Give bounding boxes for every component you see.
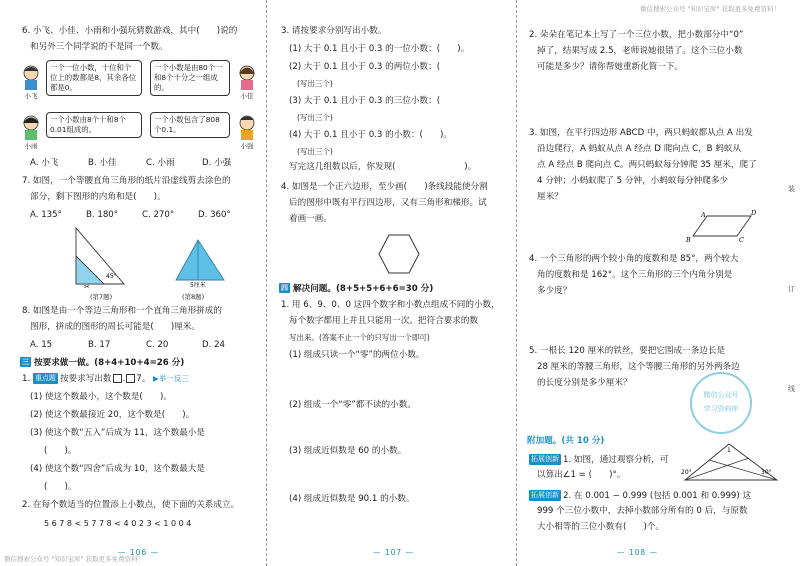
q8-side-label: 5厘米 (190, 282, 206, 288)
q7-option-a: A. 135° (30, 210, 62, 220)
avatar-xiaoyu (20, 114, 42, 150)
angle-label-20: 20° (681, 469, 692, 476)
q6-option-c: C. 小雨 (146, 158, 175, 168)
q1-extra-link[interactable]: ▶举一反三 (153, 374, 189, 383)
q8-option-d: D. 24 (202, 340, 226, 350)
p1-line3: 写出来。(答案不止一个的只写出一个即可) (289, 333, 430, 342)
vertex-c: C (739, 236, 744, 244)
avatar-xiaoqiang (236, 114, 258, 150)
bonus-q2-line3: 大小相等的三位小数有( )个。 (537, 522, 665, 532)
q1-sub3b: ( )。 (44, 446, 77, 456)
p4-line1: 4. 一个三角形的两个较小角的度数和是 85°，两个较大 (529, 254, 739, 264)
p1-line2: 每个数字都用上并且只能用一次。把符合要求的数 (289, 316, 479, 326)
p1-sub2: (2) 组成一个“零”都不读的小数。 (289, 400, 416, 410)
section4-heading (279, 282, 433, 294)
page-number-106: — 106 — (118, 548, 160, 557)
q6-line2: 和另外三个同学说的不是同一个数。 (30, 42, 168, 52)
bonus-q2-tag: 拓展创新 (531, 491, 559, 499)
page-number-107: — 107 — (373, 548, 415, 557)
section4-badge: 四 (281, 284, 288, 292)
bonus-q1-line2: 以算出∠1 = ( )°。 (537, 470, 626, 480)
bubble-xiaoqiang: 一个小数包含了808个0.1。 (150, 112, 230, 138)
q8-option-c: C. 20 (146, 340, 169, 350)
q7-figure (70, 226, 130, 290)
bonus-q2-line1 (529, 490, 751, 502)
bonus-q2-line2: 999 个三位小数中，去掉小数部分所有的 0 后，与原数 (537, 506, 748, 516)
vertex-a: A (701, 211, 706, 219)
section4-title: 解决问题。(8+5+5+6+6=30 分) (293, 284, 434, 294)
q8-figure (168, 236, 232, 288)
q1-digit-box-1 (113, 374, 122, 383)
q1-sub4a: (4) 使这个数“四舍”后成为 10，这个数最大是 (30, 464, 205, 474)
q6-option-d: D. 小强 (202, 158, 232, 168)
q7-option-b: B. 180° (86, 210, 119, 220)
binding-mark-2: 订 (788, 285, 795, 293)
section3-heading (20, 356, 184, 368)
svg-text:✂: ✂ (84, 283, 90, 290)
bubble-xiaojia: 一个小数是由80个一和8个十分之一组成的。 (150, 60, 230, 96)
q3-found: 写完这几组数以后，你发现( )。 (289, 162, 477, 172)
binding-mark-3: 线 (788, 385, 795, 393)
q1-tag: 重点题 (34, 374, 56, 382)
vertex-d: D (751, 209, 757, 217)
bubble-xiaofei: 一个一位小数，十位和个位上的数都是8，其余各位都是0。 (46, 60, 142, 96)
p1-sub1: (1) 组成只读一个“零”的两位小数。 (289, 350, 425, 360)
q8-line1: 8. 如图是由一个等边三角形和一个直角三角形拼成的 (22, 306, 222, 316)
q7-angle-label: 45° (106, 273, 117, 280)
q1-line: 1. 重点题 按要求写出数 . 7。 ▶举一反三 (22, 374, 189, 384)
p3-line1: 3. 如图，在平行四边形 ABCD 中，两只蚂蚁都从点 A 出发 (529, 128, 753, 138)
q6-option-a: A. 小飞 (30, 158, 59, 168)
q1-text-mid: . (122, 374, 126, 384)
section3-badge: 三 (22, 358, 29, 366)
p1-line1: 1. 用 6、9、0、0 这四个数字和小数点组成不同的小数， (281, 300, 500, 310)
q8-line2: 图形，拼成的图形的周长可能是( )厘米。 (30, 322, 200, 332)
q4-line3: 着画一画。 (289, 214, 332, 224)
bonus-q1-tag: 拓展创新 (531, 455, 559, 463)
q7-line1: 7. 如图，一个等腰直角三角形的纸片沿虚线剪去涂色的 (22, 176, 231, 186)
p5-line1: 5. 一根长 120 厘米的铁丝，要把它围成一条边长是 (529, 346, 726, 356)
caption-q7: (第7题) (90, 293, 113, 301)
q7-line2: 部分，剩下图形的内角和是( )。 (30, 192, 166, 202)
q3-sub2-note: (写出三个) (297, 79, 333, 88)
watermark-top-right: 微信搜索公众号 "知识宝库" 获取更多免费资料！ (640, 5, 781, 13)
q1-sub4b: ( )。 (44, 482, 77, 492)
q1-sub2: (2) 使这个数最接近 20，这个数是( )。 (30, 410, 195, 420)
p4-line3: 多少度？ (537, 286, 572, 296)
hexagon-figure[interactable] (377, 232, 421, 276)
p2-line1: 2. 朵朵在笔记本上写了一个三位小数，把小数部分中“0” (529, 30, 744, 40)
q3-sub3: (3) 大于 0.1 且小于 0.3 的三位小数：( (289, 96, 441, 106)
caption-q8: (第8题) (182, 293, 205, 301)
p5-line3: 的长度分别是多少厘米？ (537, 378, 632, 388)
p2-line2: 掉了，结果写成 2.5，老师说她很错了。这个三位小数 (537, 46, 743, 56)
bonus-q2-text-a: 2. 在 0.001 − 0.999 (包括 0.001 和 0.999) 这 (563, 491, 752, 501)
p3-line2: 沿边爬行，A 蚂蚁从点 A 经点 D 爬向点 C，B 蚂蚁从 (537, 144, 742, 154)
stamp-seal (690, 372, 752, 434)
bonus-title: 附加题。(共 10 分) (527, 436, 605, 446)
q1-digit-box-2 (126, 374, 135, 383)
section3-title: 按要求做一做。(8+4+10+4=26 分) (34, 358, 185, 368)
q6-option-b: B. 小佳 (88, 158, 117, 168)
p2-line3: 可能是多少？请你帮她重新化简一下。 (537, 62, 684, 72)
q3-sub4-note: (写出三个) (297, 147, 333, 156)
stamp-line2: 学习资料库 (703, 405, 739, 413)
page-middle (266, 0, 516, 566)
q2-line1: 2. 在每个数适当的位置添上小数点，使下面的关系成立。 (22, 500, 240, 510)
p1-sub3: (3) 组成近似数是 60 的小数。 (289, 446, 407, 456)
p1-sub4: (4) 组成近似数是 90.1 的小数。 (289, 494, 415, 504)
vertex-b: B (686, 236, 691, 244)
q8-option-b: B. 17 (88, 340, 111, 350)
parallelogram-figure (685, 208, 757, 244)
q7-option-d: D. 360° (198, 210, 231, 220)
p3-line3: 点 A 经点 B 爬向点 C。两只蚂蚁每分钟爬 35 厘米，爬了 (537, 160, 757, 170)
stamp-line1: 微信公众号 (703, 391, 739, 399)
q4-line2: 后的图形中既有平行四边形，又有三角形和梯形。试 (289, 198, 487, 208)
page-left (0, 0, 266, 566)
q3-title: 3. 请按要求分别写出小数。 (281, 26, 387, 36)
p3-line5: 厘米？ (537, 192, 563, 202)
name-xiaoqiang: 小强 (240, 142, 254, 150)
q1-text-after: 7。 (136, 374, 151, 384)
q3-sub2: (2) 大于 0.1 且小于 0.3 的两位小数：( (289, 62, 441, 72)
name-xiaoyu: 小雨 (24, 142, 38, 150)
q4-line1: 4. 如图是一个正六边形，至少画( )条线段能使分割 (281, 182, 488, 192)
avatar-xiaojia (236, 64, 258, 100)
p4-line2: 角的度数和是 162°。这个三角形的三个内角分别是 (537, 270, 733, 280)
q3-sub3-note: (写出三个) (297, 113, 333, 122)
watermark-bottom-left: 微信搜索公众号 "知识宝库" 获取更多免费资料！ (4, 555, 145, 563)
page-right (516, 0, 800, 566)
p5-line2: 28 厘米的等腰三角形，这个等腰三角形的另外两条边 (537, 362, 740, 372)
bonus-q1-line1 (529, 454, 668, 466)
q1-text-before: 按要求写出数 (59, 374, 112, 384)
q1-sub1: (1) 使这个数最小，这个数是( )。 (30, 392, 172, 402)
binding-mark-1: 装 (788, 185, 795, 193)
name-xiaojia: 小佳 (240, 92, 254, 100)
q7-option-c: C. 270° (142, 210, 175, 220)
avatar-xiaofei (20, 64, 42, 100)
q1-sub3a: (3) 使这个数“五入”后成为 11，这个数最小是 (30, 428, 205, 438)
page-number-108: — 108 — (617, 548, 659, 557)
q3-sub4: (4) 大于 0.1 且小于 0.3 的小数：( )。 (289, 130, 452, 140)
q6-line1: 6. 小飞、小佳、小雨和小强玩猜数游戏，其中( )说的 (22, 26, 238, 36)
q2-line2: 5 6 7 8 < 5 7 7 8 < 4 0 2 3 < 1 0 0 4 (44, 519, 192, 528)
name-xiaofei: 小飞 (24, 92, 38, 100)
q8-option-a: A. 15 (30, 340, 53, 350)
angle-label-1: 1 (727, 447, 731, 454)
p3-line4: 4 分钟；小蚂蚁爬了 5 分钟，小蚂蚁每分钟爬多少 (537, 176, 729, 186)
bonus-q1-text-a: 1. 如图，通过观察分析，可 (563, 455, 669, 465)
bubble-xiaoyu: 一个小数由8个十和8个0.01组成的。 (46, 112, 142, 138)
angle-figure (679, 440, 783, 486)
q3-sub1: (1) 大于 0.1 且小于 0.3 的一位小数：( )。 (289, 44, 470, 54)
angle-label-30: 30° (761, 469, 772, 476)
